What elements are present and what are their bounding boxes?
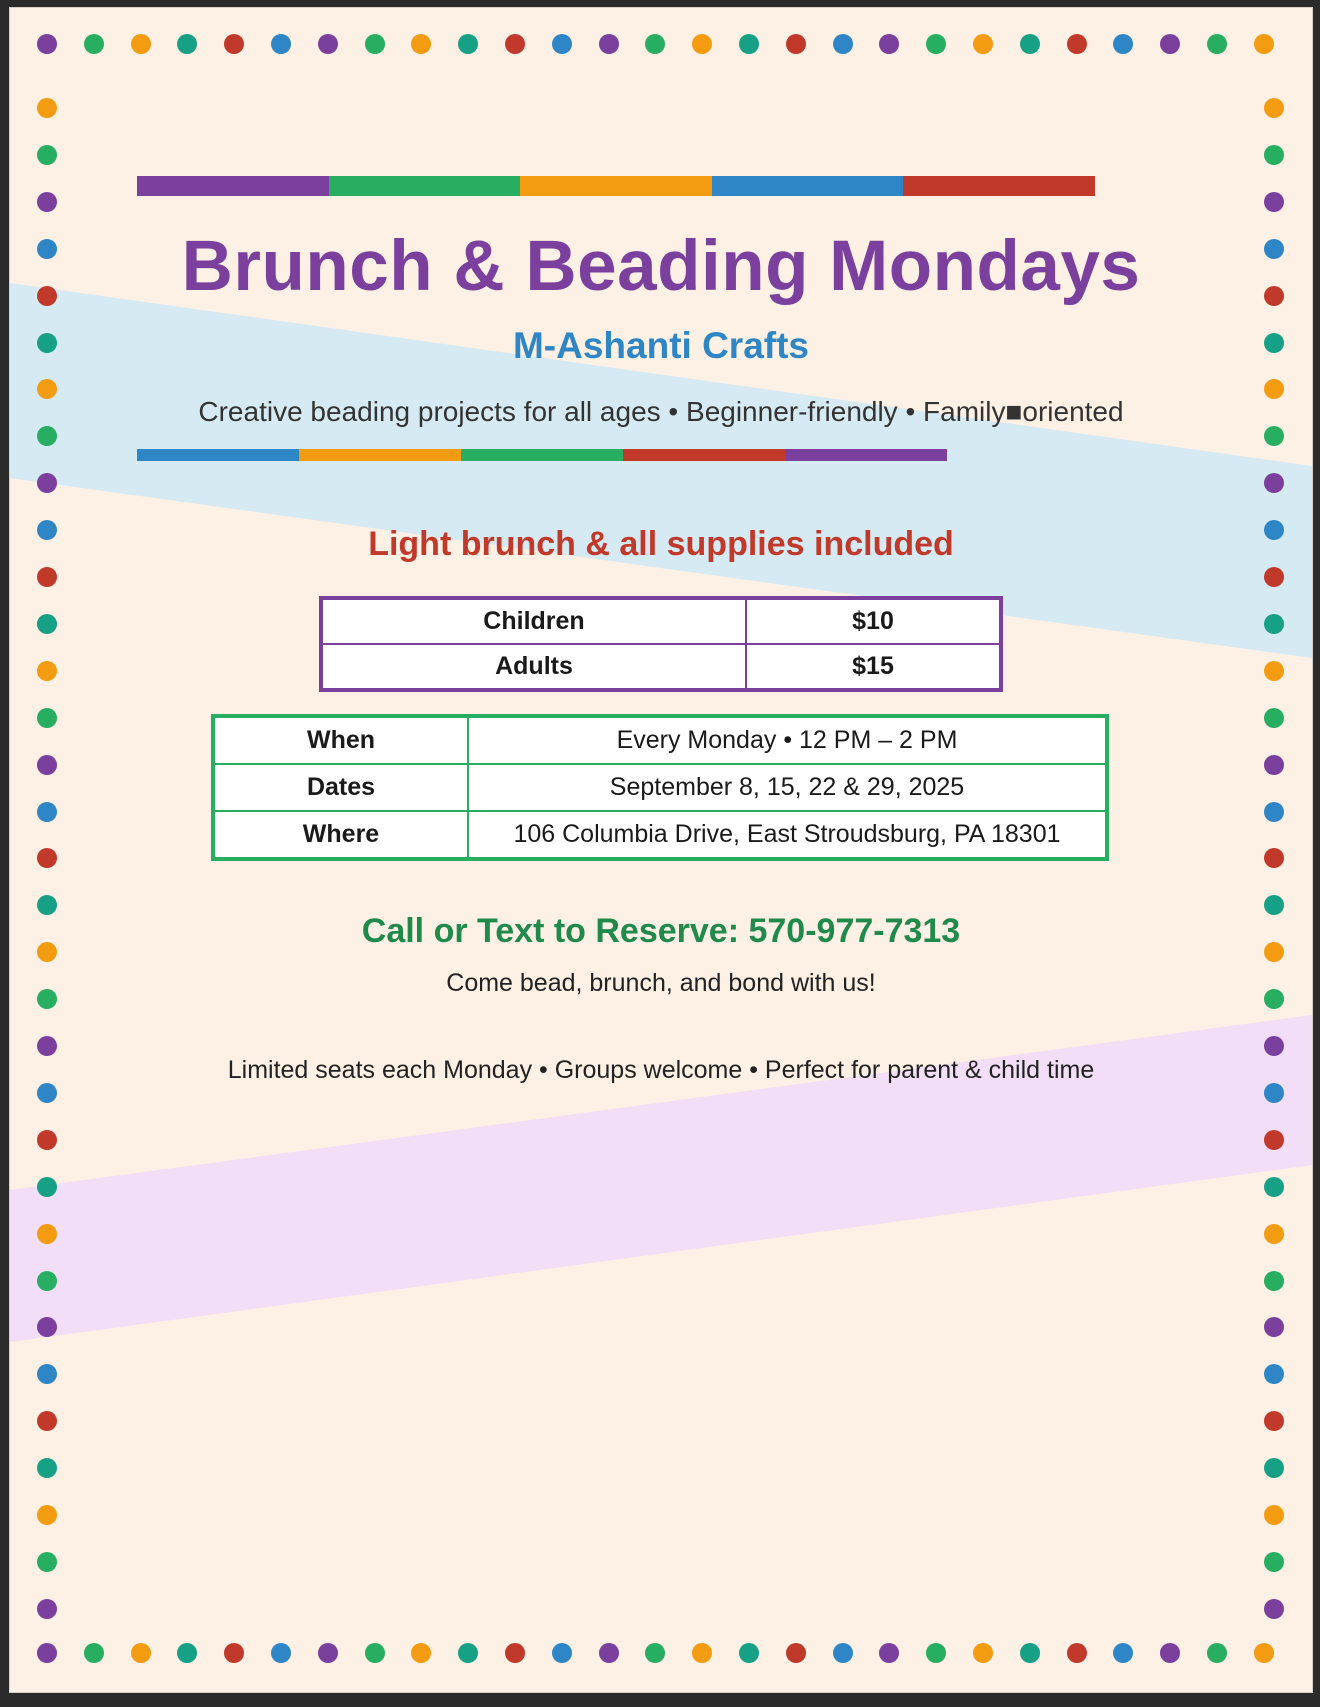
border-dot bbox=[1264, 1224, 1284, 1244]
border-dot bbox=[552, 1643, 572, 1663]
pricing-table bbox=[319, 596, 1003, 692]
border-dot bbox=[1264, 567, 1284, 587]
border-dot bbox=[1264, 802, 1284, 822]
border-dot bbox=[318, 1643, 338, 1663]
bar-segment bbox=[712, 176, 904, 196]
footer-note: Limited seats each Monday • Groups welcome • Perfect for parent & child time bbox=[227, 1056, 1095, 1084]
border-dot bbox=[37, 1458, 57, 1478]
border-dot bbox=[37, 426, 57, 446]
border-dot bbox=[1207, 1643, 1227, 1663]
bar-segment bbox=[520, 176, 712, 196]
border-dot bbox=[411, 1643, 431, 1663]
border-dot bbox=[926, 34, 946, 54]
border-dot bbox=[1020, 1643, 1040, 1663]
border-dot bbox=[37, 1599, 57, 1619]
border-dot bbox=[37, 1130, 57, 1150]
border-dot bbox=[177, 1643, 197, 1663]
border-dot bbox=[37, 708, 57, 728]
border-dot bbox=[37, 1224, 57, 1244]
border-dot bbox=[1264, 848, 1284, 868]
border-dot bbox=[1264, 1458, 1284, 1478]
bar-segment bbox=[623, 449, 785, 461]
border-dot bbox=[833, 34, 853, 54]
border-dot bbox=[1254, 34, 1274, 54]
border-dot bbox=[37, 1411, 57, 1431]
border-dot bbox=[37, 755, 57, 775]
border-dot bbox=[505, 34, 525, 54]
border-dot bbox=[37, 614, 57, 634]
border-dot bbox=[1113, 34, 1133, 54]
border-dot bbox=[1067, 34, 1087, 54]
border-dot bbox=[1264, 1364, 1284, 1384]
border-dot bbox=[411, 34, 431, 54]
organizer-name: M-Ashanti Crafts bbox=[512, 325, 810, 366]
border-dot bbox=[1113, 1643, 1133, 1663]
border-dot bbox=[739, 1643, 759, 1663]
border-dot bbox=[131, 1643, 151, 1663]
border-dot bbox=[271, 34, 291, 54]
border-dot bbox=[1264, 1177, 1284, 1197]
border-dot bbox=[37, 1505, 57, 1525]
border-dot bbox=[84, 1643, 104, 1663]
border-dot bbox=[599, 34, 619, 54]
border-dot bbox=[37, 848, 57, 868]
page-title: Brunch & Beading Mondays bbox=[181, 227, 1141, 306]
border-dot bbox=[692, 1643, 712, 1663]
flyer-page bbox=[9, 7, 1313, 1693]
bar-segment bbox=[903, 176, 1095, 196]
border-dot bbox=[1264, 192, 1284, 212]
middle-color-bar bbox=[137, 449, 947, 461]
price-value: $15 bbox=[746, 644, 1001, 690]
border-dot bbox=[37, 34, 57, 54]
border-dot bbox=[1254, 1643, 1274, 1663]
bar-segment bbox=[137, 449, 299, 461]
border-dot bbox=[1264, 1130, 1284, 1150]
border-dot bbox=[177, 34, 197, 54]
border-dot bbox=[1207, 34, 1227, 54]
border-dot bbox=[786, 34, 806, 54]
border-dot bbox=[692, 34, 712, 54]
border-dot bbox=[37, 1643, 57, 1663]
price-value: $10 bbox=[746, 598, 1001, 644]
border-dot bbox=[1264, 755, 1284, 775]
border-dot bbox=[1264, 1083, 1284, 1103]
top-color-bar bbox=[137, 176, 1095, 196]
border-dot bbox=[645, 1643, 665, 1663]
border-dot bbox=[1264, 1411, 1284, 1431]
border-dot bbox=[786, 1643, 806, 1663]
detail-value: 106 Columbia Drive, East Stroudsburg, PA 18301 bbox=[468, 811, 1107, 859]
border-dot bbox=[37, 802, 57, 822]
border-dot bbox=[1264, 473, 1284, 493]
table-row bbox=[321, 644, 1001, 690]
bar-segment bbox=[137, 176, 329, 196]
border-dot bbox=[1264, 98, 1284, 118]
border-dot bbox=[458, 34, 478, 54]
border-dot bbox=[37, 1036, 57, 1056]
border-dot bbox=[37, 1364, 57, 1384]
border-dot bbox=[1264, 1036, 1284, 1056]
detail-value: September 8, 15, 22 & 29, 2025 bbox=[468, 764, 1107, 811]
border-dot bbox=[1264, 426, 1284, 446]
border-dot bbox=[84, 34, 104, 54]
border-dot bbox=[879, 1643, 899, 1663]
bar-segment bbox=[299, 449, 461, 461]
border-dot bbox=[37, 1271, 57, 1291]
bar-segment bbox=[785, 449, 947, 461]
border-dot bbox=[599, 1643, 619, 1663]
border-dot bbox=[458, 1643, 478, 1663]
border-dot bbox=[1264, 1317, 1284, 1337]
bar-segment bbox=[461, 449, 623, 461]
border-dot bbox=[1264, 708, 1284, 728]
border-dot bbox=[1020, 34, 1040, 54]
border-dot bbox=[645, 34, 665, 54]
closing-line: Come bead, brunch, and bond with us! bbox=[446, 969, 876, 997]
border-dot bbox=[1264, 661, 1284, 681]
border-dot bbox=[973, 34, 993, 54]
border-dot bbox=[1160, 34, 1180, 54]
table-row bbox=[213, 764, 1107, 811]
border-dot bbox=[1264, 1552, 1284, 1572]
border-dot bbox=[37, 98, 57, 118]
border-dot bbox=[37, 1177, 57, 1197]
border-dot bbox=[833, 1643, 853, 1663]
border-dot bbox=[365, 1643, 385, 1663]
table-row bbox=[321, 598, 1001, 644]
price-label: Children bbox=[321, 598, 746, 644]
border-dot bbox=[131, 34, 151, 54]
border-dot bbox=[224, 1643, 244, 1663]
border-dot bbox=[552, 34, 572, 54]
bar-segment bbox=[329, 176, 521, 196]
border-dot bbox=[37, 1317, 57, 1337]
border-dot bbox=[37, 473, 57, 493]
border-dot bbox=[879, 34, 899, 54]
border-dot bbox=[1264, 1271, 1284, 1291]
border-dot bbox=[1264, 1505, 1284, 1525]
included-heading: Light brunch & all supplies included bbox=[368, 525, 954, 563]
detail-label: When bbox=[213, 716, 468, 764]
border-dot bbox=[1160, 1643, 1180, 1663]
border-dot bbox=[271, 1643, 291, 1663]
border-dot bbox=[926, 1643, 946, 1663]
table-row bbox=[213, 716, 1107, 764]
border-dot bbox=[973, 1643, 993, 1663]
border-dot bbox=[37, 661, 57, 681]
detail-label: Dates bbox=[213, 764, 468, 811]
border-dot bbox=[1264, 614, 1284, 634]
border-dot bbox=[37, 567, 57, 587]
border-dot bbox=[505, 1643, 525, 1663]
border-dot bbox=[739, 34, 759, 54]
detail-value: Every Monday • 12 PM – 2 PM bbox=[468, 716, 1107, 764]
tagline: Creative beading projects for all ages • Beginner-friendly • Family■oriented bbox=[198, 396, 1124, 427]
border-dot bbox=[1067, 1643, 1087, 1663]
reserve-call-to-action: Call or Text to Reserve: 570-977-7313 bbox=[361, 912, 961, 950]
price-label: Adults bbox=[321, 644, 746, 690]
detail-label: Where bbox=[213, 811, 468, 859]
border-dot bbox=[318, 34, 338, 54]
border-dot bbox=[1264, 1599, 1284, 1619]
event-details-table bbox=[211, 714, 1109, 861]
border-dot bbox=[37, 1083, 57, 1103]
border-dot bbox=[365, 34, 385, 54]
border-dot bbox=[37, 192, 57, 212]
border-dot bbox=[224, 34, 244, 54]
border-dot bbox=[1264, 145, 1284, 165]
border-dot bbox=[37, 145, 57, 165]
table-row bbox=[213, 811, 1107, 859]
border-dot bbox=[37, 1552, 57, 1572]
